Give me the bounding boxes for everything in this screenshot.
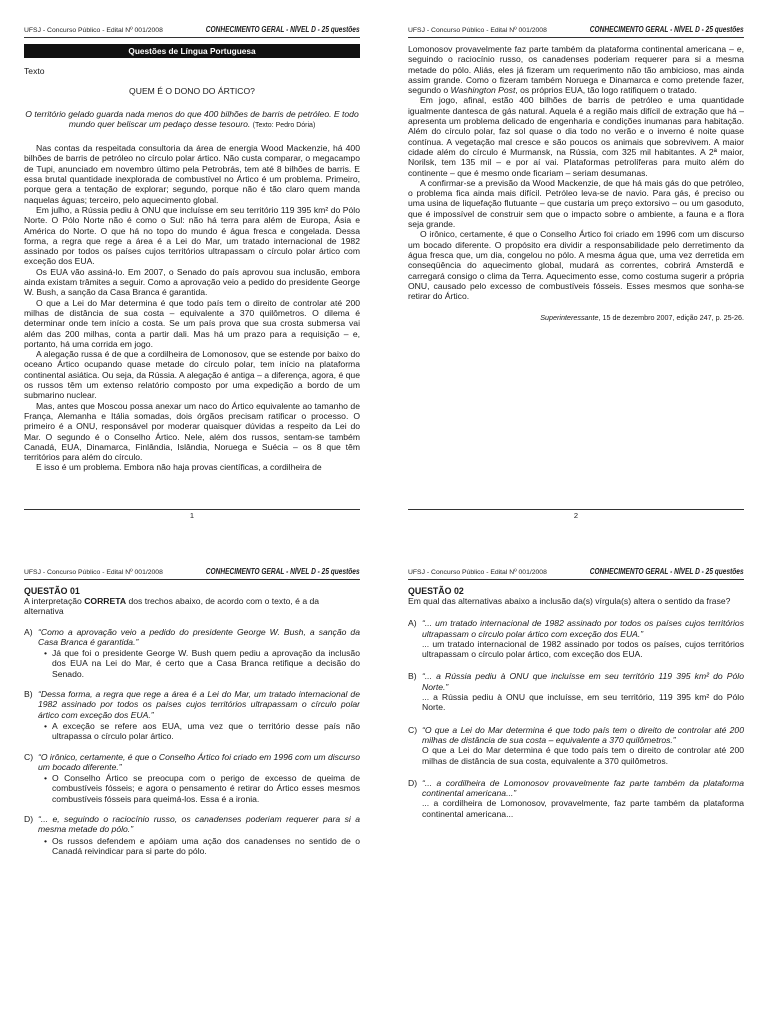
exam-page-3: [24, 564, 360, 1004]
bullet-icon: •: [44, 720, 48, 731]
exam-page-2: [408, 22, 744, 520]
paragraph: Nas contas da respeitada consultoria da área de energia Wood Mackenzie, há 400 bilhões de barris de petróleo no círculo polar ártico. Não custa comparar, o megacampo de Tupi, anunciado em novembro último pela Petrobrás, tem até 8 bilhões de barris. E essa brutal quantidade inexplorada de combustível no Ártico é um problema. Primeiro, porque gera a tentação de explorar; segundo, porque não é tão claro quem manda naquelas águas; terceiro, pelo aquecimento global.: [24, 143, 360, 205]
question-prompt: [24, 596, 360, 617]
section-banner: Questões de Língua Portuguesa: [24, 44, 360, 58]
bullet-icon: •: [44, 773, 48, 784]
option-interpretation: Já que foi o presidente George W. Bush quem pediu a aprovação da inclusão dos EUA na Lei do Mar, é certo que a Casa Branca retifique a decisão do Senado.: [52, 648, 360, 679]
header-section-title: CONHECIMENTO GERAL - NÍVEL D - 25 questões: [590, 25, 744, 34]
footer-rule: [24, 509, 360, 510]
option-letter: C): [24, 751, 34, 762]
paragraph: E isso é um problema. Embora não haja provas científicas, a cordilheira de: [36, 462, 322, 473]
option-quote: “... a Rússia pediu à ONU que incluísse em seu território 119 395 km² do Pólo Norte.”: [422, 671, 744, 692]
paragraph-text: Lomonosov provavelmente faz parte também da plataforma continental americana – e, seguindo o raciocínio russo, os canadenses poderiam requerer para si a mesma metade do pólo. Aliás, eles já fizeram um requerimento não tão ambicioso, mas ainda assim grande. Como o fizeram também Noruega e Dinamarca e como pretende fazer, segundo o Washington Post, os próprios EUA, tão logo ratifiquem o tratado.: [408, 44, 744, 96]
answer-option-b[interactable]: [24, 689, 360, 741]
paragraph: A confirmar-se a previsão da Wood Mackenzie, de que há mais gás do que petróleo, o problema fica ainda mais difícil. Petróleo leva-se de navio. Para gás, é preciso ou uma usina de liquefação flutuante – que custaria um preço extorsivo – ou um gasoduto, que é impossível de construir sem que o impacto sobre o ambiente, a fauna e a flora seja grande.: [408, 177, 744, 230]
option-quote: “... e, seguindo o raciocínio russo, os canadenses poderiam requerer para si a mesma metade do pólo.”: [38, 814, 360, 835]
footer-rule: [408, 509, 744, 510]
epigraph: [24, 109, 360, 132]
prompt-emphasis: CORRETA: [84, 596, 127, 606]
option-letter: B): [24, 689, 33, 700]
page-number: 2: [573, 511, 579, 520]
option-interpretation: Os russos defendem e apóiam uma ação dos canadenses no sentido de o Canadá reivindicar para si parte do pólo.: [52, 835, 360, 856]
epigraph-text: O território gelado guarda nada menos do que 400 bilhões de barris de petróleo. E todo mundo quer beliscar um pedaço desse tesouro.: [25, 108, 359, 129]
option-quote: “O que a Lei do Mar determina é que todo país tem o direito de controlar até 200 milhas de distância de sua costa – equivalente a 370 quilômetros.”: [422, 724, 744, 745]
question-title: QUESTÃO 01: [24, 586, 80, 596]
source-publication: Superinteressante: [540, 313, 599, 323]
answer-option-d[interactable]: [24, 814, 360, 856]
option-letter: B): [408, 671, 417, 682]
answer-option-d[interactable]: [408, 778, 744, 819]
answer-option-b[interactable]: [408, 671, 744, 712]
epigraph-credit: (Texto: Pedro Dória): [252, 121, 316, 129]
header-edital: UFSJ - Concurso Público - Edital Nº 001/2008: [24, 569, 163, 576]
option-letter: D): [408, 777, 418, 788]
header-section-title: CONHECIMENTO GERAL - NÍVEL D - 25 questões: [206, 25, 360, 34]
option-letter: A): [24, 626, 33, 637]
header-section-title: CONHECIMENTO GERAL - NÍVEL D - 25 questões: [590, 567, 744, 576]
paragraph: [408, 44, 744, 95]
page-header: [408, 22, 744, 38]
paragraph: O que a Lei do Mar determina é que todo país tem o direito de controlar até 200 milhas de distância de sua costa – equivalente a 370 quilômetros. O dilema é determinar onde tem início a costa. Se um país prova que sua crosta submersa vai além das 200 milhas, conta a partir dali. Mas há um prazo para a requisição – e, portanto, há uma corrida em jogo.: [24, 297, 360, 349]
option-quote: “O irônico, certamente, é que o Conselho Ártico foi criado em 1996 com um discurso um bocado diferente.”: [38, 751, 360, 772]
option-quote: “... a cordilheira de Lomonosov provavelmente faz parte também da plataforma continental americana...”: [422, 777, 744, 799]
source-details: , 15 de dezembro 2007, edição 247, p. 25-26.: [598, 313, 744, 323]
texto-label: Texto: [24, 66, 45, 76]
option-rewrite: ... um tratado internacional de 1982 assinado por todos os países, cujos territórios ultrapassam o círculo polar ártico, com exceção dos EUA.: [422, 638, 744, 660]
answer-option-a[interactable]: [24, 627, 360, 679]
header-edital: UFSJ - Concurso Público - Edital Nº 001/2008: [408, 569, 547, 576]
question-prompt: Em qual das alternativas abaixo a inclusão da(s) vírgula(s) altera o sentido da frase?: [408, 596, 731, 606]
answer-option-c[interactable]: [24, 752, 360, 804]
option-rewrite: ... a Rússia pediu à ONU que incluísse, em seu território, 119 395 km² do Pólo Norte.: [422, 692, 744, 713]
paragraph: Em jogo, afinal, estão 400 bilhões de barris de petróleo e uma quantidade igualmente dantesca de gás natural. Aquela é a região mais difícil de extração que há – apresenta um problema delicado de engenharia e condições inumanas para habitação. Além do círculo polar, faz sol quase o dia todo no verão e o inverno é noite quase contínua. A vegetação mal cresce e são poucos os animais que sobrevivem. A maior cidade além do círculo é Murmansk, na Rússia, com 325 mil habitantes. A 2ª maior, Norilsk, tem 135 mil – e por aí vai. Plataformas petrolíferas para muito além do continente – que é mesmo onde ficariam – seriam desumanas.: [408, 95, 744, 178]
text-title: QUEM É O DONO DO ÁRTICO?: [129, 86, 255, 97]
option-rewrite: O que a Lei do Mar determina é que todo país tem o direito de controlar até 200 milhas de distância de sua costa, equivalente a 370 quilômetros.: [422, 745, 744, 766]
question-title: QUESTÃO 02: [408, 586, 464, 596]
header-edital: UFSJ - Concurso Público - Edital Nº 001/2008: [408, 27, 547, 34]
option-letter: D): [24, 814, 34, 825]
option-letter: C): [408, 724, 418, 735]
paragraph: A alegação russa é de que a cordilheira de Lomonosov, que se estende por baixo do oceano Ártico ocupando quase metade do círculo polar, tem início na plataforma continental asiática. Ou seja, da Rússia. A alegação é antiga – a diferença, agora, é que os russos têm um extenso relatório composto por uma expedição a bordo de um submarino nuclear.: [24, 349, 360, 401]
newspaper-name: Washington Post: [450, 85, 516, 96]
option-quote: “Como a aprovação veio a pedido do presidente George W. Bush, a sanção da Casa Branca é garantida.”: [38, 626, 360, 647]
prompt-end: dos trechos abaixo, de acordo com o texto, é a da alternativa: [24, 596, 320, 617]
bullet-icon: •: [44, 648, 48, 659]
bullet-icon: •: [44, 835, 48, 846]
option-interpretation: O Conselho Ártico se preocupa com o perigo de excesso de queima de combustíveis fósseis; e agora o pensamento é retirar do Ártico esses mesmos combustíveis fósseis para queimá-los. Essa é a ironia.: [52, 773, 360, 804]
exam-page-4: [408, 564, 744, 1004]
option-quote: “Dessa forma, a regra que rege a área é a Lei do Mar, um tratado internacional de 1982 assinado por todos os países cujos territórios ultrapassam o círculo polar ártico com exceção dos EUA.”: [38, 689, 360, 720]
text-source: [408, 313, 744, 323]
paragraph: O irônico, certamente, é que o Conselho Ártico foi criado em 1996 com um discurso um bocado diferente. O propósito era dividir a responsabilidade pelo derretimento da água fresca que, um dia, congelou no pólo. A mesma água que, uma vez derretida em conseqüência do aquecimento global, mudará as correntes, cobrirá Amsterdã e carregará consigo o clima da Terra. Aquecimento esse, como costuma sugerir a própria ONU, causado pelo excesso de combustíveis fósseis. Esses mesmos que sonha-se retirar do Ártico.: [408, 229, 744, 302]
paragraph: Em julho, a Rússia pediu à ONU que incluísse em seu território 119 395 km² do Pólo Norte. O Pólo Norte não é como o Sul: não há terra para além de Europa, Ásia e América do Norte. O que há no topo do mundo é água fresca e congelada. Dessa forma, a regra que rege a área é a Lei do Mar, um tratado internacional de 1982 assinado por todos os países cujos territórios ultrapassam o círculo polar ártico com exceção dos EUA.: [24, 204, 360, 267]
page-header: [24, 22, 360, 38]
option-rewrite: ... a cordilheira de Lomonosov, provavelmente, faz parte também da plataforma continental americana...: [422, 798, 744, 819]
option-interpretation: A exceção se refere aos EUA, uma vez que o território desse país não ultrapassa o círculo polar ártico.: [52, 720, 360, 742]
exam-page-1: [24, 22, 360, 520]
paragraph: Os EUA vão assiná-lo. Em 2007, o Senado do país aprovou sua inclusão, embora ainda existam trâmites a seguir. Como a aprovação veio a pedido do presidente George W. Bush, a sanção da Casa Branca é garantida.: [24, 266, 360, 298]
prompt-start: A interpretação: [24, 596, 85, 606]
option-quote: “... um tratado internacional de 1982 assinado por todos os países cujos territórios ultrapassam o círculo polar ártico com exceção dos EUA.”: [422, 618, 744, 639]
page-header: [408, 564, 744, 580]
paragraph: Mas, antes que Moscou possa anexar um naco do Ártico equivalente ao tamanho de França, Alemanha e Itália somadas, dois órgãos precisam ratificar o processo. O primeiro é a ONU, responsável por moderar quaisquer dúvidas a respeito da Lei do Mar. O segundo é o Conselho Ártico. Nele, além dos russos, sentam-se também Canadá, EUA, Dinamarca, Finlândia, Islândia, Noruega e Suécia – os 8 que têm territórios para além do círculo.: [24, 400, 360, 463]
page-number: 1: [189, 511, 195, 520]
answer-option-c[interactable]: [408, 725, 744, 766]
option-letter: A): [408, 618, 417, 629]
header-edital: UFSJ - Concurso Público - Edital Nº 001/2008: [24, 27, 163, 34]
answer-option-a[interactable]: [408, 618, 744, 659]
header-section-title: CONHECIMENTO GERAL - NÍVEL D - 25 questões: [206, 567, 360, 576]
page-header: [24, 564, 360, 580]
